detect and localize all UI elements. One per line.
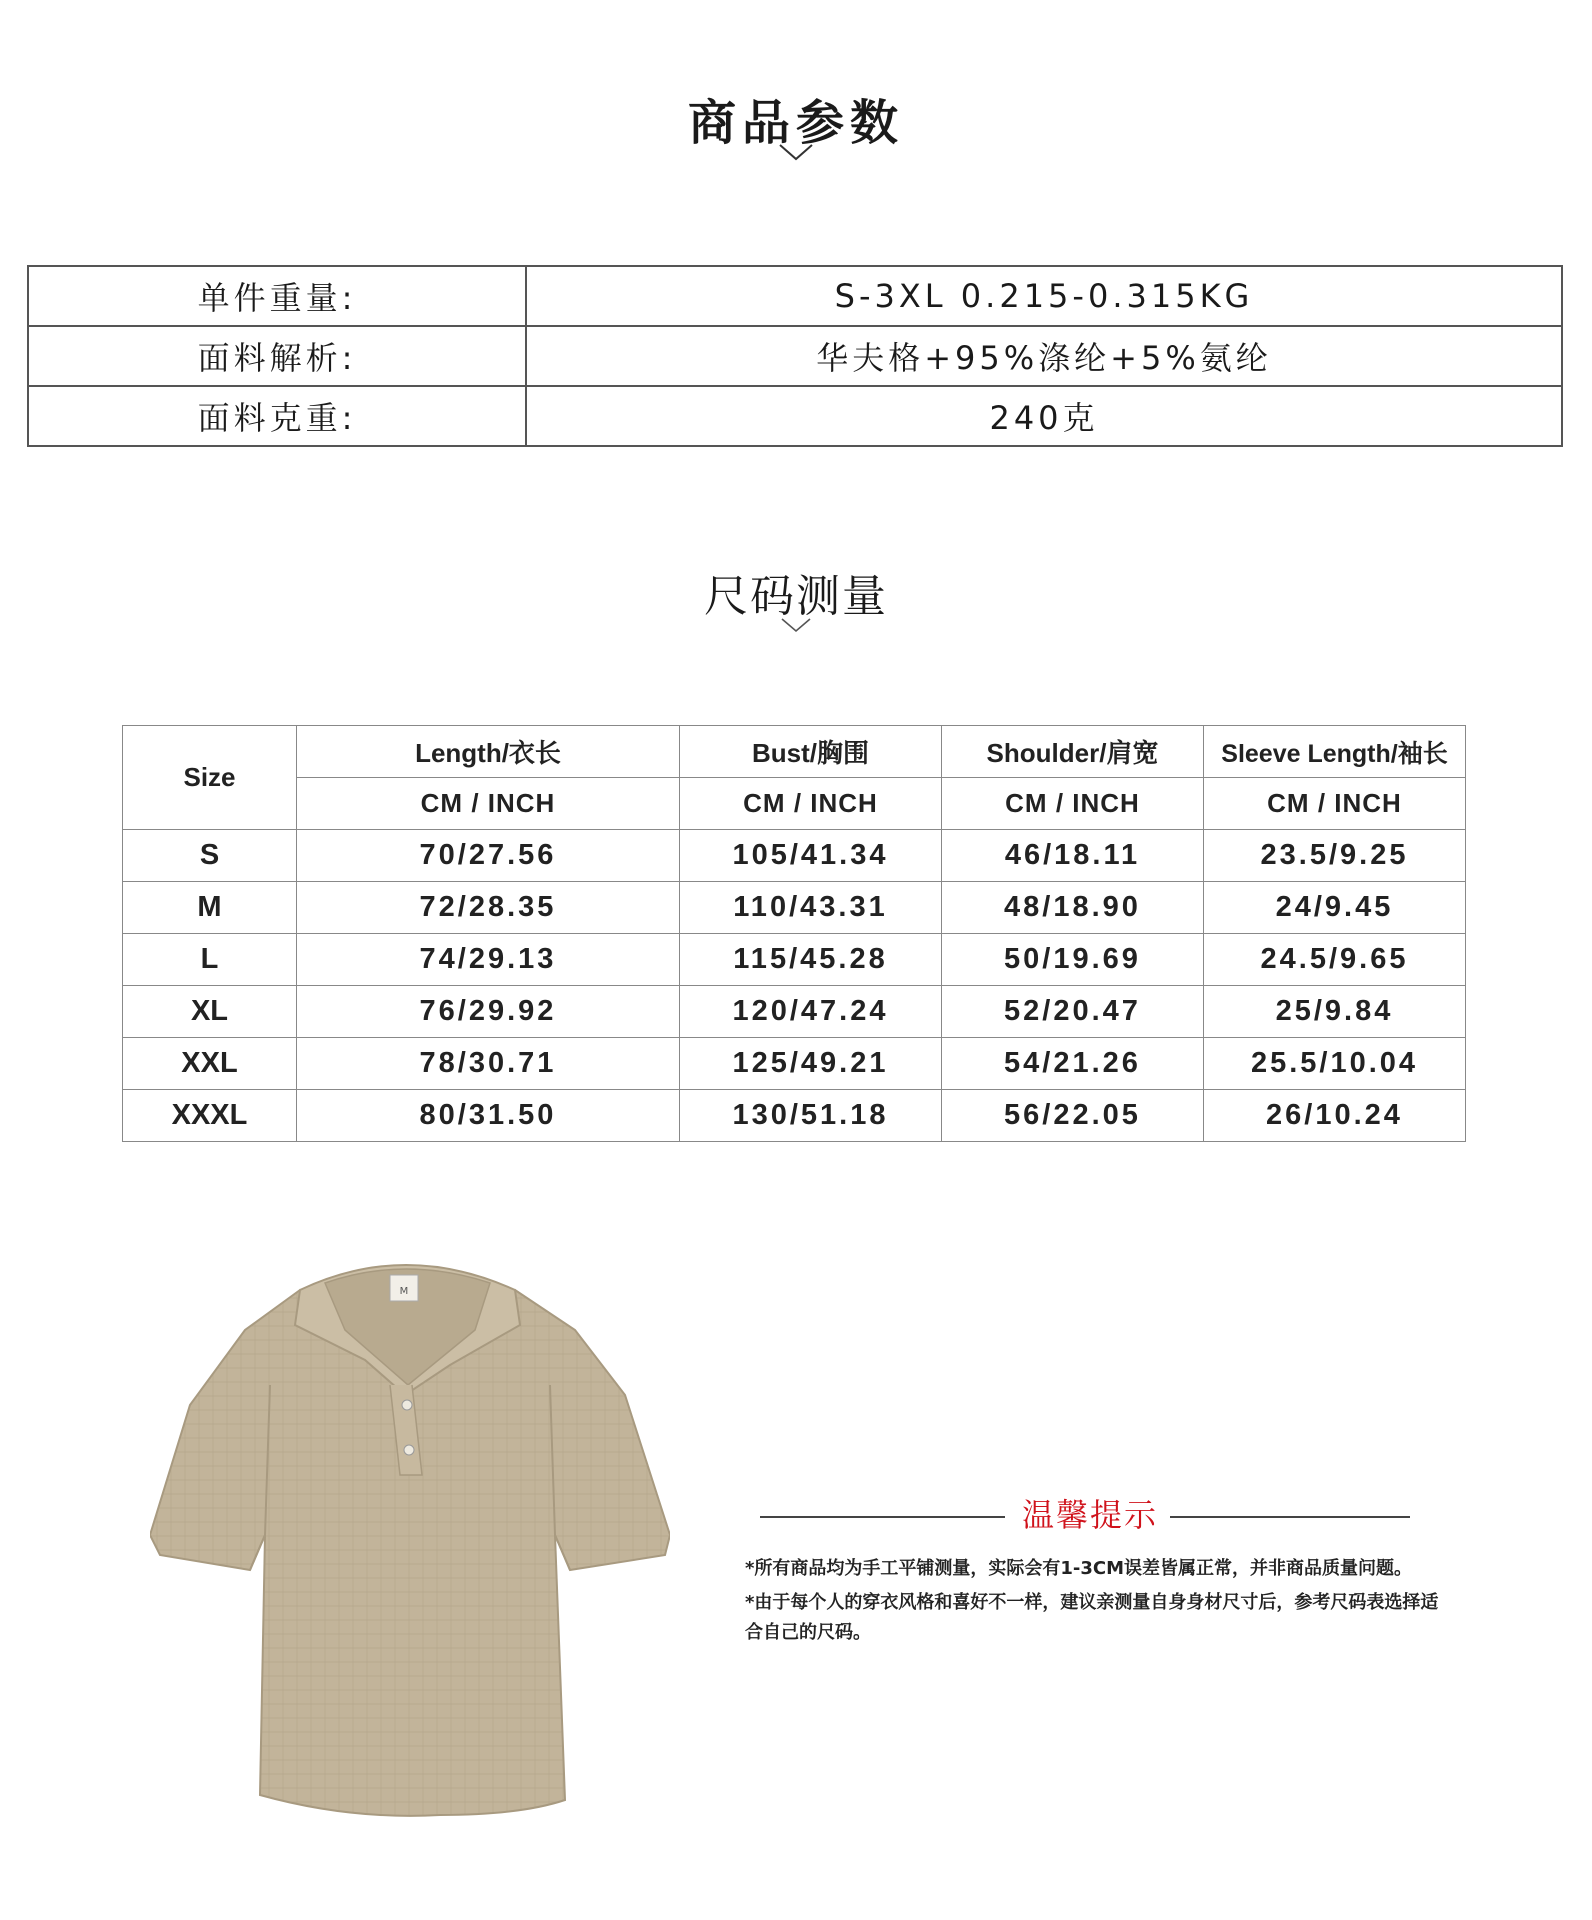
divider <box>1170 1516 1410 1518</box>
polo-shirt-icon <box>150 1235 670 1820</box>
shoulder-cell: 56/22.05 <box>942 1090 1204 1142</box>
bust-cell: 115/45.28 <box>680 934 942 986</box>
sleeve-cell: 25/9.84 <box>1204 986 1466 1038</box>
unit-label: CM / INCH <box>680 778 942 830</box>
params-title: 商品参数 <box>687 95 904 151</box>
size-chart-table <box>122 725 1466 1142</box>
bust-cell: 110/43.31 <box>680 882 942 934</box>
param-value: S-3XL 0.215-0.315KG <box>526 266 1562 326</box>
shoulder-cell: 48/18.90 <box>942 882 1204 934</box>
chevron-down-icon <box>778 142 814 162</box>
params-table <box>27 265 1563 447</box>
length-cell: 70/27.56 <box>297 830 680 882</box>
length-cell: 76/29.92 <box>297 986 680 1038</box>
param-value: 240克 <box>526 386 1562 446</box>
param-label: 单件重量: <box>28 266 526 326</box>
shoulder-cell: 46/18.11 <box>942 830 1204 882</box>
shoulder-cell: 52/20.47 <box>942 986 1204 1038</box>
column-header: Sleeve Length/袖长 <box>1204 726 1466 778</box>
tip-text: *所有商品均为手工平铺测量，实际会有1-3CM误差皆属正常，并非商品质量问题。 <box>745 1558 1413 1579</box>
param-label: 面料克重: <box>28 386 526 446</box>
param-row <box>28 326 1562 386</box>
size-tag: M <box>399 1286 409 1297</box>
table-row <box>123 934 1466 986</box>
bust-cell: 125/49.21 <box>680 1038 942 1090</box>
tips-panel <box>745 1490 1465 1648</box>
unit-label: CM / INCH <box>942 778 1204 830</box>
size-cell: S <box>123 830 297 882</box>
shoulder-cell: 54/21.26 <box>942 1038 1204 1090</box>
param-label: 面料解析: <box>28 326 526 386</box>
size-column-header: Size <box>123 726 297 830</box>
column-header: Length/衣长 <box>297 726 680 778</box>
param-value: 华夫格+95%涤纶+5%氨纶 <box>526 326 1562 386</box>
table-row <box>123 1090 1466 1142</box>
size-cell: L <box>123 934 297 986</box>
divider <box>760 1516 1005 1518</box>
bust-cell: 120/47.24 <box>680 986 942 1038</box>
param-row <box>28 266 1562 326</box>
size-cell: XXL <box>123 1038 297 1090</box>
table-row <box>123 1038 1466 1090</box>
column-header: Shoulder/肩宽 <box>942 726 1204 778</box>
chevron-down-icon <box>780 616 812 634</box>
unit-label: CM / INCH <box>297 778 680 830</box>
unit-label: CM / INCH <box>1204 778 1466 830</box>
bust-cell: 105/41.34 <box>680 830 942 882</box>
table-row <box>123 986 1466 1038</box>
sleeve-cell: 26/10.24 <box>1204 1090 1466 1142</box>
size-cell: XXXL <box>123 1090 297 1142</box>
tips-header <box>745 1490 1465 1540</box>
length-cell: 72/28.35 <box>297 882 680 934</box>
shoulder-cell: 50/19.69 <box>942 934 1204 986</box>
size-cell: M <box>123 882 297 934</box>
param-row <box>28 386 1562 446</box>
tip-text: *由于每个人的穿衣风格和喜好不一样，建议亲测量自身身材尺寸后，参考尺码表选择适合自己的尺码。 <box>745 1592 1439 1643</box>
length-cell: 74/29.13 <box>297 934 680 986</box>
table-row <box>123 830 1466 882</box>
sleeve-cell: 25.5/10.04 <box>1204 1038 1466 1090</box>
size-chart-title: 尺码测量 <box>704 571 888 622</box>
tips-title: 温馨提示 <box>1021 1496 1158 1534</box>
size-header-row <box>123 726 1466 778</box>
length-cell: 78/30.71 <box>297 1038 680 1090</box>
bust-cell: 130/51.18 <box>680 1090 942 1142</box>
sleeve-cell: 24/9.45 <box>1204 882 1466 934</box>
sleeve-cell: 23.5/9.25 <box>1204 830 1466 882</box>
size-section-title <box>0 560 1592 624</box>
column-header: Bust/胸围 <box>680 726 942 778</box>
unit-header-row <box>123 778 1466 830</box>
length-cell: 80/31.50 <box>297 1090 680 1142</box>
size-cell: XL <box>123 986 297 1038</box>
sleeve-cell: 24.5/9.65 <box>1204 934 1466 986</box>
table-row <box>123 882 1466 934</box>
